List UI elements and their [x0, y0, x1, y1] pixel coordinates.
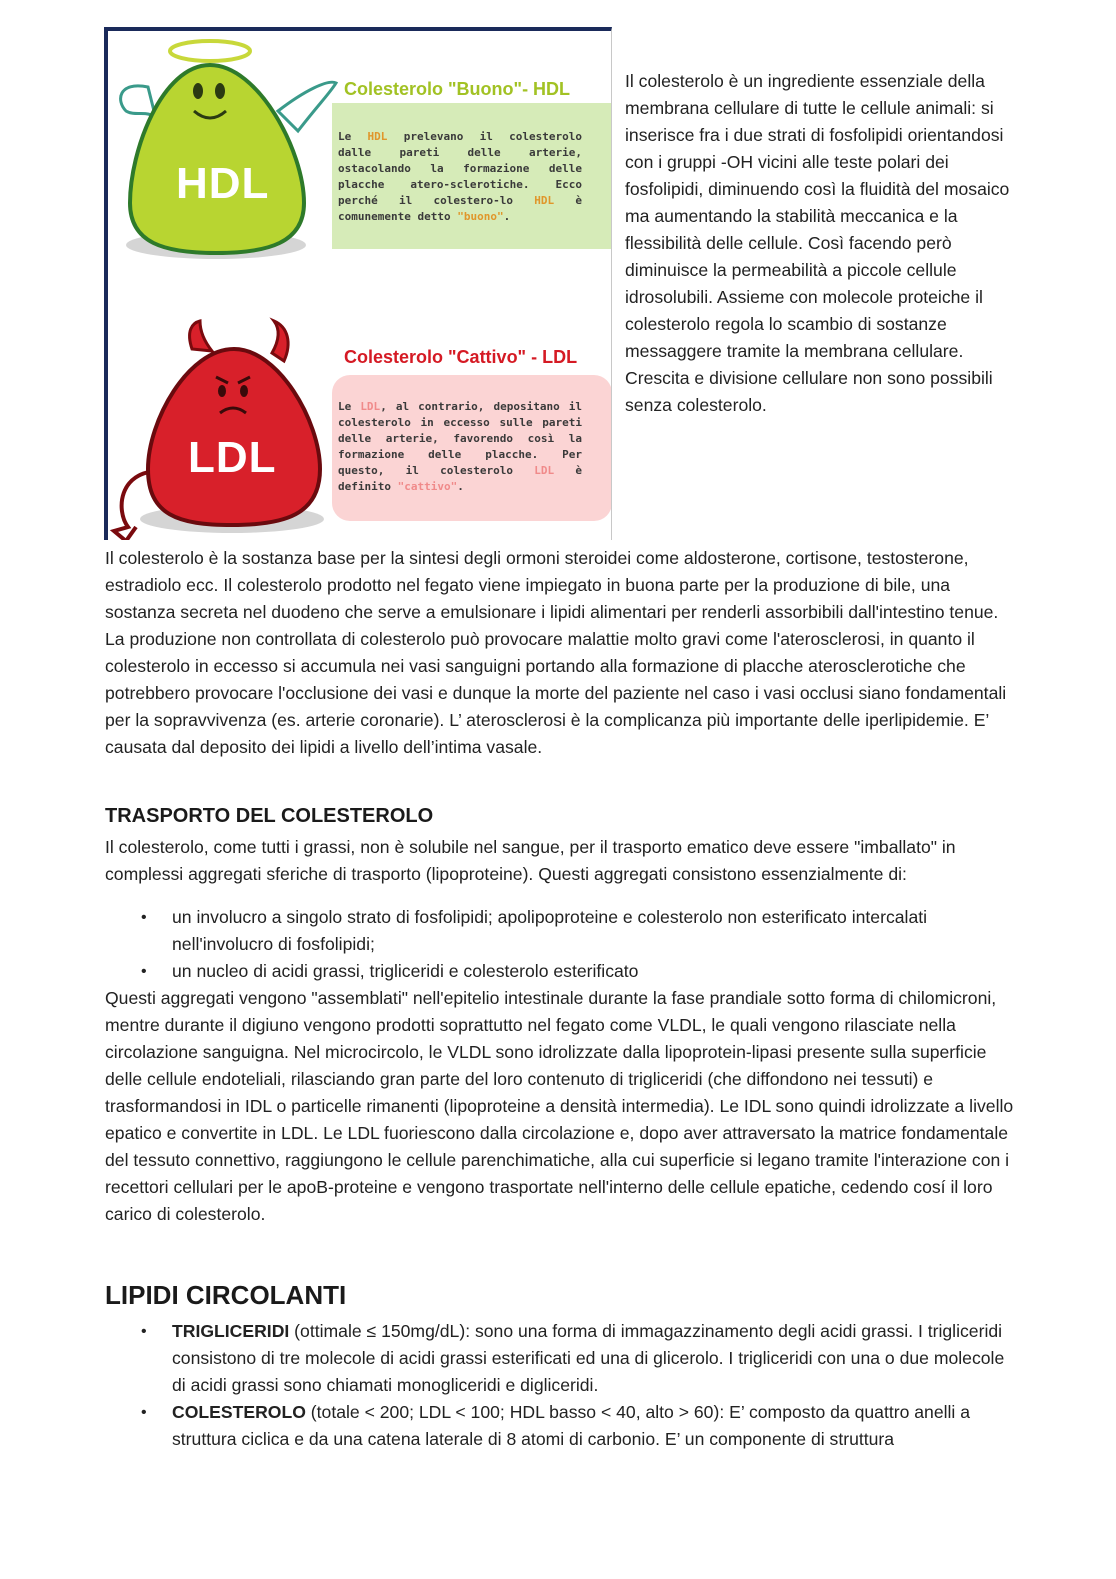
hdl-text-part: prelevano il colesterolo dalle pareti delle arterie, ostacolando la formazione delle placche atero-sclerotiche. Ecco perché il colestero-lo: [338, 130, 582, 207]
hdl-title: Colesterolo "Buono"- HDL: [344, 79, 571, 99]
list-item: [105, 1399, 1015, 1453]
hdl-text-end: .: [503, 210, 511, 223]
bullet-icon: •: [141, 909, 147, 926]
list-item-text: (ottimale ≤ 150mg/dL): sono una forma di immagazzinamento degli acidi grassi. I trigliceridi consistono di tre molecole di acidi grassi esterificati ed una di glicerolo. I trigliceridi con una o due molecole di acidi grassi sono chiamati monogliceridi e digliceridi.: [172, 1321, 1005, 1395]
ldl-text-end: .: [457, 480, 464, 493]
ldl-text-part: Le: [338, 400, 361, 413]
hdl-eye-left: [193, 83, 203, 99]
list-item: [105, 958, 1015, 985]
list-item-text: un involucro a singolo strato di fosfolipidi; apolipoproteine e colesterolo non esterificato intercalati nell'involucro di fosfolipidi;: [172, 907, 928, 954]
paragraph-transport-intro: Il colesterolo, come tutti i grassi, non è solubile nel sangue, per il trasporto ematico deve essere "imballato" in complessi aggregati sferiche di trasporto (lipoproteine). Questi aggregati consistono essenzialmente di:: [105, 837, 956, 884]
ldl-eye-left: [218, 385, 226, 397]
paragraph-aggregates: Questi aggregati vengono "assemblati" nell'epitelio intestinale durante la fase prandiale sotto forma di chilomicroni, mentre durante il digiuno vengono prodotti soprattutto nel fegato come VLDL, le quali vengono rilasciate nella circolazione sanguigna. Nel microcircolo, le VLDL sono idrolizzate dalla lipoprotein-lipasi presente sulla superficie delle cellule endoteliali, rilasciando gran parte del loro contenuto di trigliceridi (che diffondono nei tessuti) e trasformandosi in IDL o particelle rimanenti (lipoproteine a densità intermedia). Le IDL sono quindi idrolizzate a livello epatico e convertite in LDL. Le LDL fuoriescono dalla circolazione e, dopo aver attraversato la matrice fondamentale del tessuto connettivo, raggiungono le cellule parenchimatiche, alla cui superficie si legano tramite l'interazione con i recettori cellulari per le apoB-proteine e vengono trasportate nell'interno delle cellule epatiche, cedendo cosí il loro carico di colesterolo.: [105, 988, 1014, 1224]
ldl-text-part: , al contrario, depositano il colesterolo in eccesso sulle pareti delle arterie, favorendo così la formazione delle placche. Per questo, il colesterolo: [338, 400, 582, 477]
right-horn-icon: [272, 321, 288, 361]
side-paragraph: Il colesterolo è un ingrediente essenziale della membrana cellulare di tutte le cellule animali: si inserisce fra i due strati di fosfolipidi orientandosi con i gruppi -OH vicini alle teste polari dei fosfolipidi, diminuendo così la fluidità del mosaico ma aumentando la stabilità meccanica e la flessibilità delle cellule. Così facendo però diminuisce la permeabilità a piccole cellule idrosolubili. Assieme con molecole proteiche il colesterolo regola lo scambio di sostanze messaggere tramite la membrana cellulare. Crescita e divisione cellulare non sono possibili senza colesterolo.: [625, 71, 1010, 415]
ldl-title: Colesterolo "Cattivo" - LDL: [344, 347, 578, 367]
hdl-highlight: HDL: [534, 194, 555, 207]
list-item: [105, 904, 1015, 958]
ldl-label: LDL: [188, 433, 277, 482]
ldl-highlight: LDL: [360, 400, 381, 413]
bullet-icon: •: [141, 963, 147, 980]
heading-lipids: LIPIDI CIRCOLANTI: [105, 1280, 347, 1310]
left-horn-icon: [190, 321, 212, 351]
hdl-text-part: è comunemente detto: [338, 194, 582, 223]
bullet-icon: •: [141, 1323, 147, 1340]
heading-transport: TRASPORTO DEL COLESTEROLO: [105, 805, 434, 827]
paragraph-steroids: Il colesterolo è la sostanza base per la sintesi degli ormoni steroidei come aldosterone, cortisone, testosterone, estradiolo ecc. Il colesterolo prodotto nel fegato viene impiegato in buona parte per la produzione di bile, una sostanza secreta nel duodeno che serve a emulsionare i lipidi alimentari per renderli assorbibili dall'intestino tenue. La produzione non controllata di colesterolo può provocare malattie molto gravi come l'aterosclerosi, in quanto il colesterolo in eccesso si accumula nei vasi sanguigni portando alla formazione di placche aterosclerotiche che potrebbero provocare l'occlusione dei vasi e dunque la morte del paziente nel caso i vasi occlusi siano fondamentali per la sopravvivenza (es. arterie coronarie). L’ aterosclerosi è la complicanza più importante delle iperlipidemie. E’ causata dal deposito dei lipidi a livello dell’intima vasale.: [105, 548, 1007, 757]
list-item-text: (totale < 200; LDL < 100; HDL basso < 40, alto > 60): E’ composto da quattro anelli a struttura ciclica e da una catena laterale di 8 atomi di carbonio. E’ un componente di struttura: [172, 1402, 971, 1449]
list-item-term: COLESTEROLO: [172, 1402, 306, 1422]
halo-icon: [170, 41, 250, 61]
hdl-ldl-illustration: [104, 27, 612, 540]
ldl-highlight: "cattivo": [397, 480, 458, 493]
hdl-highlight: "buono": [457, 210, 504, 223]
ldl-description: [338, 399, 582, 495]
hdl-eye-right: [215, 83, 225, 99]
ldl-highlight: LDL: [534, 464, 555, 477]
lipid-bullet-list: [105, 1318, 1015, 1453]
list-item-text: un nucleo di acidi grassi, trigliceridi e colesterolo esterificato: [172, 961, 639, 981]
bullet-icon: •: [141, 1404, 147, 1421]
right-wing-icon: [278, 82, 336, 131]
ldl-eye-right: [240, 385, 248, 397]
transport-bullet-list: [105, 904, 1015, 985]
list-item-term: TRIGLICERIDI: [172, 1321, 290, 1341]
hdl-text-part: Le: [338, 130, 368, 143]
hdl-description: [338, 129, 582, 225]
hdl-highlight: HDL: [367, 130, 388, 143]
ldl-text-part: è definito: [338, 464, 582, 493]
hdl-label: HDL: [176, 159, 270, 208]
list-item: [105, 1318, 1015, 1399]
